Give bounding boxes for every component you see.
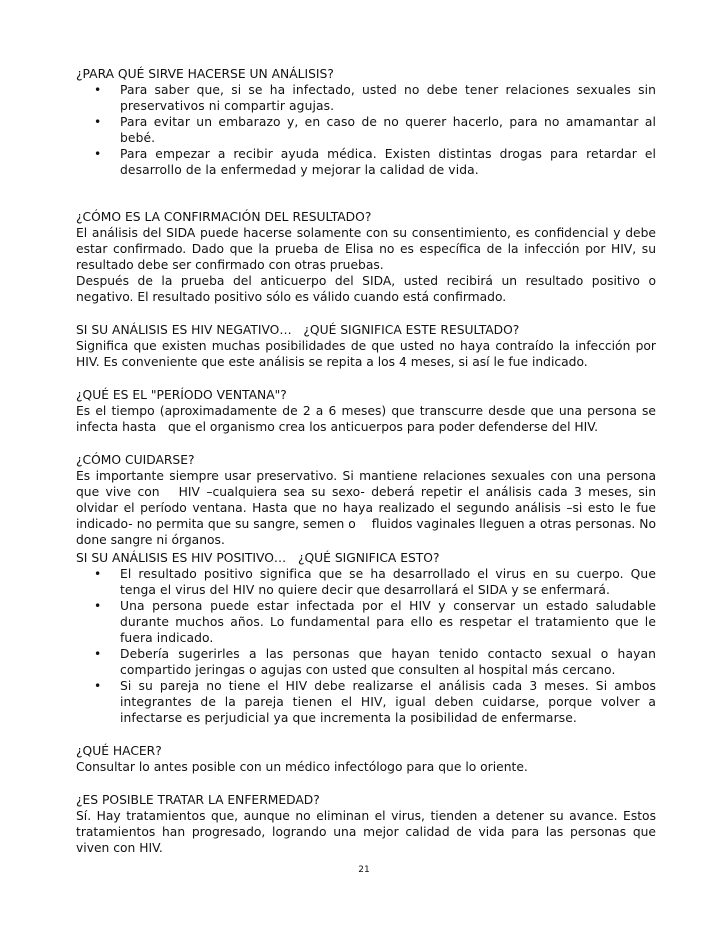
list-item: • Para evitar un embarazo y, en caso de no querer hacerlo, para no amamantar al bebé.	[120, 114, 656, 146]
section-window-period	[76, 387, 660, 435]
section-heading: ¿CÓMO CUIDARSE?	[76, 453, 195, 467]
bullet-list	[76, 566, 656, 726]
paragraph: Consultar lo antes posible con un médico infectólogo para que lo oriente.	[76, 760, 528, 774]
section-negative	[76, 322, 656, 370]
list-item: • Una persona puede estar infectada por el HIV y conservar un estado saludable durante muchos años. Lo fundamental para ello es respetar el tratamiento que le fuera indicado.	[120, 598, 656, 646]
document-page	[76, 66, 660, 856]
section-what-to-do	[76, 743, 656, 775]
list-item: • Debería sugerirles a las personas que hayan tenido contacto sexual o hayan compartido jeringas o agujas con usted que consulten al hospital más cercano.	[120, 646, 656, 678]
section-heading: ¿QUÉ ES EL "PERÍODO VENTANA"?	[76, 388, 287, 402]
section-care	[76, 452, 660, 548]
section-heading: SI SU ANÁLISIS ES HIV NEGATIVO… ¿QUÉ SIGNIFICA ESTE RESULTADO?	[76, 323, 520, 337]
paragraph: El análisis del SIDA puede hacerse solamente con su consentimiento, es confidencial y debe estar confirmado. Dado que la prueba de Elisa no es específica de la infección por HIV, su resultado debe ser confirmado con otras pruebas.	[76, 226, 656, 272]
section-treatment	[76, 792, 656, 856]
bullet-list	[76, 82, 656, 178]
section-heading: ¿PARA QUÉ SIRVE HACERSE UN ANÁLISIS?	[76, 67, 334, 81]
section-heading: ¿QUÉ HACER?	[76, 744, 162, 758]
section-positive	[76, 550, 656, 726]
paragraph: Significa que existen muchas posibilidades de que usted no haya contraído la infección por HIV. Es conveniente que este análisis se repita a los 4 meses, si así le fue indicado.	[76, 339, 656, 369]
list-item: • El resultado positivo significa que se ha desarrollado el virus en su cuerpo. Que tenga el virus del HIV no quiere decir que desarrollará el SIDA y se enfermará.	[120, 566, 656, 598]
list-item: • Para saber que, si se ha infectado, usted no debe tener relaciones sexuales sin preservativos ni compartir agujas.	[120, 82, 656, 114]
section-heading: ¿CÓMO ES LA CONFIRMACIÓN DEL RESULTADO?	[76, 210, 372, 224]
list-item: • Para empezar a recibir ayuda médica. Existen distintas drogas para retardar el desarrollo de la enfermedad y mejorar la calidad de vida.	[120, 146, 656, 178]
section-heading: SI SU ANÁLISIS ES HIV POSITIVO… ¿QUÉ SIGNIFICA ESTO?	[76, 551, 440, 565]
section-heading: ¿ES POSIBLE TRATAR LA ENFERMEDAD?	[76, 793, 320, 807]
paragraph: Sí. Hay tratamientos que, aunque no eliminan el virus, tienden a detener su avance. Estos tratamientos han progresado, logrando una mejor calidad de vida para las personas que viven con HIV.	[76, 809, 656, 855]
page-number: 21	[358, 865, 370, 875]
paragraph: Es el tiempo (aproximadamente de 2 a 6 meses) que transcurre desde que una persona se infecta hasta que el organismo crea los anticuerpos para poder defenderse del HIV.	[76, 404, 660, 434]
section-confirmation	[76, 209, 656, 305]
list-item: • Si su pareja no tiene el HIV debe realizarse el análisis cada 3 meses. Si ambos integrantes de la pareja tienen el HIV, igual deben cuidarse, porque volver a infectarse es perjudicial ya que incrementa la posibilidad de enfermarse.	[120, 678, 656, 726]
paragraph: Es importante siempre usar preservativo. Si mantiene relaciones sexuales con una persona que vive con HIV –cualquiera sea su sexo- deberá repetir el análisis cada 3 meses, sin olvidar el período ventana. Hasta que no haya realizado el segundo análisis –si esto le fue indicado- no permita que su sangre, semen o fluidos vaginales lleguen a otras personas. No done sangre ni órganos.	[76, 469, 660, 547]
paragraph: Después de la prueba del anticuerpo del SIDA, usted recibirá un resultado positivo o negativo. El resultado positivo sólo es válido cuando está confirmado.	[76, 274, 656, 304]
section-purpose	[76, 66, 656, 178]
